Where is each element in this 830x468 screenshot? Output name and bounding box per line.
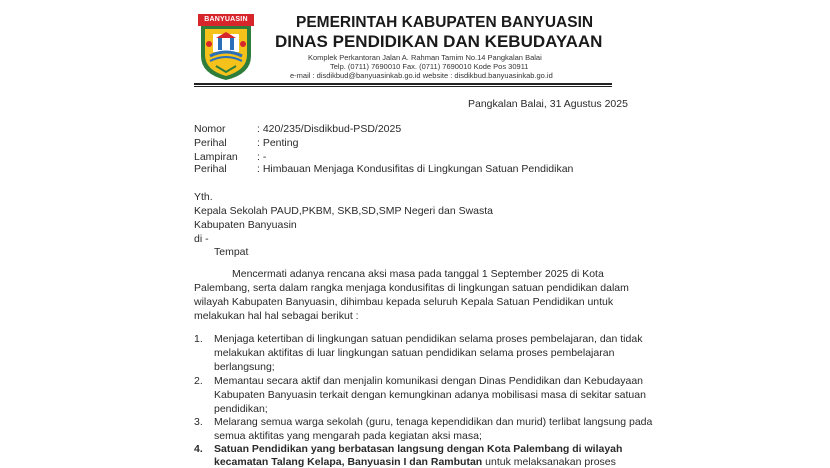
recipient-to: Kepala Sekolah PAUD,PKBM, SKB,SD,SMP Negeri dan Swasta — [194, 205, 494, 217]
meta-value-nomor: : 420/235/Disdikbud-PSD/2025 — [257, 123, 402, 135]
meta-value-lampiran: : - — [257, 151, 267, 163]
list-number: 4. — [194, 443, 203, 455]
intro-line: melakukan hal hal sebagai berikut : — [194, 310, 359, 322]
list-item-line — [214, 456, 616, 468]
recipient-tempat: Tempat — [214, 246, 249, 258]
office-email-website: e-mail : disdikbud@banyuasinkab.go.id website : disdikbud.banyuasinkab.go.id — [290, 71, 553, 80]
header-divider-thick — [194, 83, 612, 85]
government-title: PEMERINTAH KABUPATEN BANYUASIN — [296, 14, 594, 31]
letter-date: Pangkalan Balai, 31 Agustus 2025 — [468, 98, 628, 110]
meta-value-perihal: : Penting — [257, 137, 299, 149]
intro-line: wilayah Kabupaten Banyuasin, dihimbau kepada seluruh Kepala Satuan Pendidikan untuk — [194, 296, 614, 308]
logo-banner: BANYUASIN — [198, 14, 254, 26]
meta-label-nomor: Nomor — [194, 123, 226, 135]
list-item-line: pendidikan; — [214, 403, 268, 415]
list-number: 3. — [194, 416, 203, 428]
meta-label-subject: Perihal — [194, 163, 227, 175]
list-item-segment: untuk melaksanakan proses — [482, 456, 616, 468]
list-item-line: Memantau secara aktif dan menjalin komunikasi dengan Dinas Pendidikan dan Kebudayaan — [214, 375, 644, 387]
list-item-bold-segment: kecamatan Talang Kelapa, Banyuasin I dan Rambutan — [214, 456, 483, 468]
recipient-region: Kabupaten Banyuasin — [194, 219, 297, 231]
list-item-line: semua aktifitas yang mengarah pada kegiatan aksi masa; — [214, 430, 482, 442]
header-divider-thin — [194, 86, 612, 87]
meta-label-perihal: Perihal — [194, 137, 227, 149]
meta-value-subject: : Himbauan Menjaga Kondusifitas di Lingkungan Satuan Pendidikan — [257, 163, 574, 175]
recipient-di: di - — [194, 233, 209, 245]
office-phone: Telp. (0711) 7690010 Fax. (0711) 7690010 Kode Pos 30911 — [330, 62, 529, 71]
list-item-line: melakukan aktifitas di luar lingkungan satuan pendidikan selama proses pembelajaran — [214, 347, 615, 359]
meta-label-lampiran: Lampiran — [194, 151, 238, 163]
list-item-line: Satuan Pendidikan yang berbatasan langsung dengan Kota Palembang di wilayah — [214, 443, 623, 455]
list-item-line: Menjaga ketertiban di lingkungan satuan pendidikan selama proses pembelajaran, dan tidak — [214, 333, 643, 345]
regency-logo — [198, 14, 254, 80]
list-number: 1. — [194, 333, 203, 345]
list-item-line: Melarang semua warga sekolah (guru, tenaga kependidikan dan murid) terlibat langsung pada — [214, 416, 653, 428]
intro-line: Palembang, serta dalam rangka menjaga kondusifitas di lingkungan satuan pendidikan dalam — [194, 282, 629, 294]
office-address: Komplek Perkantoran Jalan A. Rahman Tamim No.14 Pangkalan Balai — [308, 53, 542, 62]
list-item-line: Kabupaten Banyuasin terkait dengan kemungkinan adanya mobilisasi masa di sekitar satuan — [214, 389, 646, 401]
list-item-line: berlangsung; — [214, 361, 275, 373]
shield-emblem-icon — [198, 26, 254, 80]
recipient-yth: Yth. — [194, 191, 213, 203]
department-title: DINAS PENDIDIKAN DAN KEBUDAYAAN — [275, 32, 603, 51]
list-number: 2. — [194, 375, 203, 387]
intro-line: Mencermati adanya rencana aksi masa pada tanggal 1 September 2025 di Kota — [232, 268, 604, 280]
